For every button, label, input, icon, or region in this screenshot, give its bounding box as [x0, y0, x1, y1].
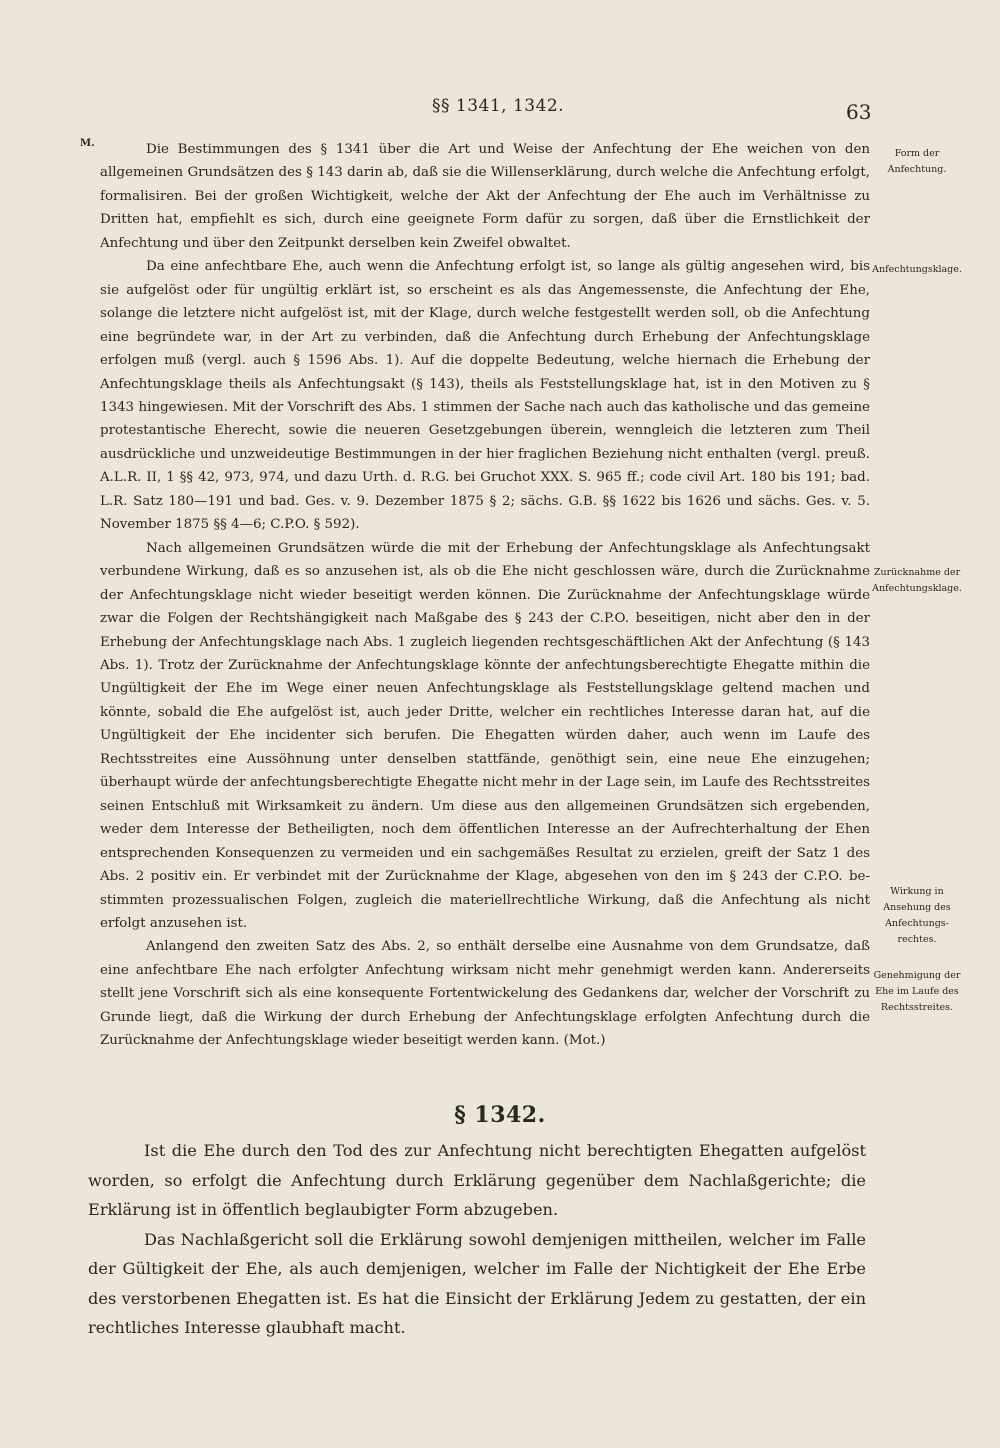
commentary-text: [100, 138, 870, 1053]
paragraph-form: Die Bestimmungen des § 1341 über die Art und Weise der Anfechtung der Ehe weichen von den allgemeinen Grundsätzen des § 143 darin ab, daß sie die Willenserklärung, durch welche die Anfechtung erfolgt, formalisiren. Bei der großen Wichtigkeit, welche der Akt der Anfechtung der Ehe auch im Verhältnisse zu Dritten hat, empfiehlt es sich, durch eine geeignete Form dafür zu sorgen, daß über die Ernstlichkeit der Anfechtung und über den Zeitpunkt derselben kein Zweifel obwaltet.: [100, 142, 870, 251]
margin-note-wirkung: Wirkung in Ansehung des Anfechtungsrechtes.: [883, 886, 951, 945]
section-heading: § 1342.: [454, 1102, 546, 1128]
margin-note-genehmigung: Genehmigung der Ehe im Laufe des Rechtsstreites.: [873, 970, 961, 1013]
running-head-title: §§ 1341, 1342.: [432, 96, 565, 116]
source-marker: M.: [80, 138, 95, 149]
paragraph-genehmigung: Anlangend den zweiten Satz des Abs. 2, so enthält derselbe eine Ausnahme von dem Grundsatze, daß eine anfechtbare Ehe nach erfolgter Anfechtung wirksam nicht mehr genehmigt werden kann. Andererseits stellt jene Vorschrift sich als eine konsequente Fortentwickelung des Gedankens dar, welcher der Vorschrift zu Grunde liegt, daß die Wirkung der durch Erhebung der Anfechtungsklage erfolgten Anfechtung durch die Zurücknahme der Anfechtungsklage wieder beseitigt werden kann. (Mot.): [100, 939, 870, 1049]
page-number: 63: [846, 100, 872, 124]
paragraph-zuruecknahme: Nach allgemeinen Grundsätzen würde die mit der Erhebung der Anfechtungsklage als Anfechtungsakt verbundene Wirkung, daß es so anzusehen ist, als ob die Ehe nicht geschlossen wäre, durch die Zurücknahme der Anfechtungsklage nicht wieder beseitigt werden können. Die Zurücknahme der Anfechtungsklage würde zwar die Folgen der Rechtshängigkeit nach Maßgabe des § 243 der C.P.O. beseitigen, nicht aber den in der Erhebung der Anfechtungsklage nach Abs. 1 zugleich liegenden rechtsgeschäftlichen Akt der Anfechtung (§ 143 Abs. 1). Trotz der Zurücknahme der Anfechtungsklage könnte der anfechtungsberechtigte Ehegatte mithin die Ungültigkeit der Ehe im Wege einer neuen Anfechtungsklage als Feststellungsklage geltend machen und könnte, sobald die Ehe aufgelöst ist, auch jeder Dritte, welcher ein rechtliches Interesse daran hat, auf die Ungültigkeit der Ehe incidenter sich berufen. Die Ehegatten würden daher, auch wenn im Laufe des Rechtsstreites eine Aussöhnung unter denselben stattfände, genöthigt sein, eine neue Ehe einzugehen; überhaupt würde der anfechtungsberechtigte Ehegatte nicht mehr in der Lage sein, im Laufe des Rechtsstreites seinen Entschluß mit Wirksamkeit zu ändern. Um diese aus den allgemeinen Grundsätzen sich ergebenden, weder dem Interesse der Betheiligten, noch dem öffentlichen Interesse an der Aufrechterhaltung der Ehen entsprechenden Konsequenzen zu vermeiden und ein sachgemäßes Resultat zu erzielen, greift der Satz 1 des Abs. 2 positiv ein. Er verbindet mit der Zurücknahme der Klage, abgesehen von den im § 243 der C.P.O. bestimmten prozessualischen Folgen, zugleich die materiellrechtliche Wirkung, daß die Anfechtung als nicht erfolgt anzusehen ist.: [100, 540, 870, 931]
statute-paragraph-1: Ist die Ehe durch den Tod des zur Anfechtung nicht berechtigten Ehegatten aufgelöst worden, so erfolgt die Anfechtung durch Erklärung gegenüber dem Nachlaßgerichte; die Erklärung ist in öffentlich beglaubigter Form abzugeben.: [88, 1141, 866, 1219]
margin-note-zuruecknahme: Zurücknahme der Anfechtungsklage.: [872, 567, 962, 594]
margin-note-form: Form der Anfechtung.: [887, 148, 947, 175]
margin-note-anfechtungsklage: Anfechtungsklage.: [872, 264, 962, 275]
statute-text: [88, 1136, 866, 1343]
paragraph-anfechtungsklage: Da eine anfechtbare Ehe, auch wenn die Anfechtung erfolgt ist, so lange als gültig angesehen wird, bis sie aufgelöst oder für ungültig erklärt ist, so erscheint es als das Angemessenste, die Anfechtung der Ehe, solange die letztere nicht aufgelöst ist, mit der Klage, durch welche festgestellt werden soll, ob die Anfechtung eine begründete war, in der Art zu verbinden, daß die Anfechtung durch Erhebung der Anfechtungsklage erfolgen muß (vergl. auch § 1596 Abs. 1). Auf die doppelte Bedeutung, welche hiernach die Erhebung der Anfechtungsklage theils als Anfechtungsakt (§ 143), theils als Feststellungsklage hat, ist in den Motiven zu § 1343 hingewiesen. Mit der Vorschrift des Abs. 1 stimmen der Sache nach auch das katholische und das gemeine protestantische Eherecht, sowie die neueren Gesetzgebungen überein, wenngleich die letzteren zum Theil ausdrückliche und unzweideutige Bestimmungen in der hier fraglichen Beziehung nicht enthalten (vergl. preuß. A.L.R. II, 1 §§ 42, 973, 974, und dazu Urth. d. R.G. bei Gruchot XXX. S. 965 ff.; code civil Art. 180 bis 191; bad. L.R. Satz 180—191 und bad. Ges. v. 9. Dezember 1875 § 2; sächs. G.B. §§ 1622 bis 1626 und sächs. Ges. v. 5. November 1875 §§ 4—6; C.P.O. § 592).: [100, 259, 870, 533]
running-head: [0, 96, 1000, 126]
statute-paragraph-2: Das Nachlaßgericht soll die Erklärung sowohl demjenigen mittheilen, welcher im Falle der Gültigkeit der Ehe, als auch demjenigen, welcher im Falle der Nichtigkeit der Ehe Erbe des verstorbenen Ehegatten ist. Es hat die Einsicht der Erklärung Jedem zu gestatten, der ein rechtliches Interesse glaubhaft macht.: [88, 1229, 866, 1337]
